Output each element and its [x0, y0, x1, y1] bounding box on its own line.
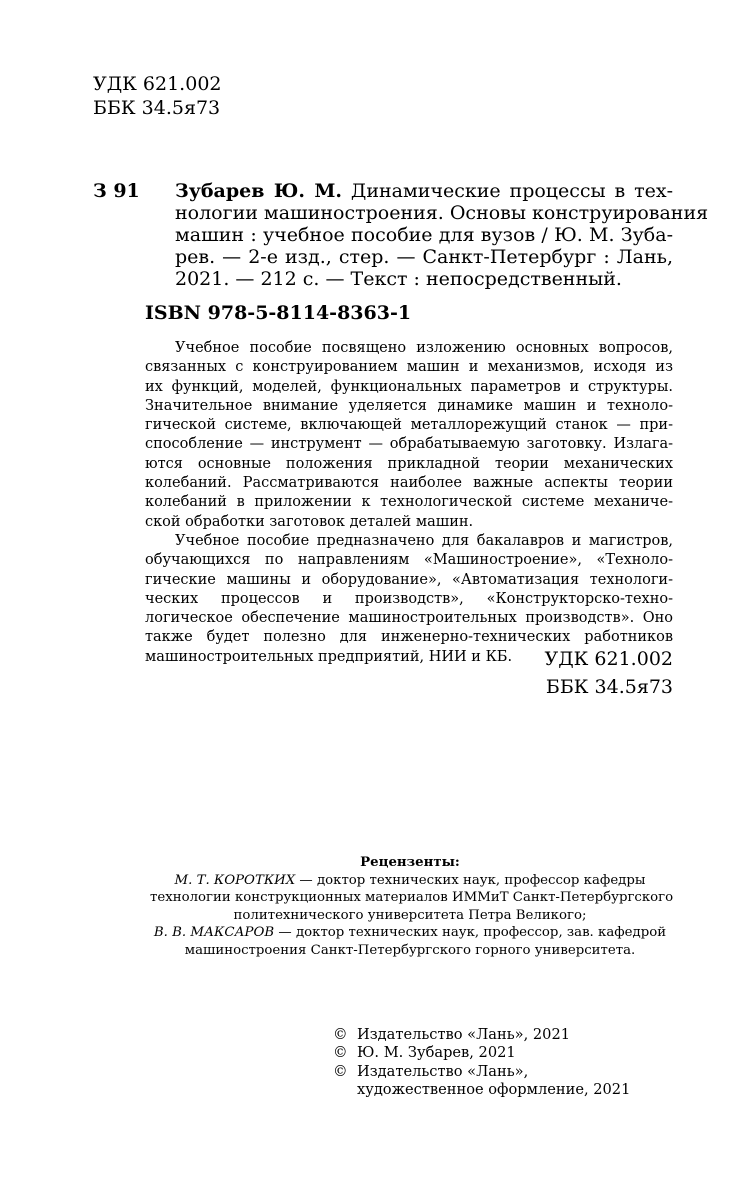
- biblio-line-2: нологии машиностроения. Основы конструирования: [175, 202, 709, 224]
- reviewer-2-line-2: машиностроения Санкт-Петербургского горного университета.: [184, 942, 636, 958]
- annotation-line: их функций, моделей, функциональных параметров и структуры.: [145, 378, 673, 395]
- copyright-design: художественное оформление, 2021: [357, 1081, 631, 1099]
- biblio-line-4: рев. — 2-е изд., стер. — Санкт-Петербург : Лань,: [175, 246, 673, 268]
- classification-bottom: [540, 645, 673, 701]
- copyright-publisher: Издательство «Лань», 2021: [357, 1026, 571, 1043]
- annotation-line: Значительное внимание уделяется динамике машин и техноло-: [145, 397, 673, 414]
- biblio-author: Зубарев Ю. М.: [175, 180, 343, 202]
- classification-top: [93, 72, 222, 120]
- copyright-author: Ю. М. Зубарев, 2021: [357, 1044, 516, 1062]
- udk-code-top: УДК 621.002: [93, 73, 222, 95]
- annotation-line: также будет полезно для инженерно-технических работников: [145, 629, 673, 646]
- reviewer-2-line-1: В. В. МАКСАРОВ — доктор технических наук, профессор, зав. кафедрой: [153, 925, 667, 940]
- annotation-line: гической системе, включающей металлорежущий станок — при-: [145, 417, 673, 434]
- copyright-symbol: ©: [333, 1026, 348, 1043]
- annotation-line: способление — инструмент — обрабатываемую заготовку. Излага-: [145, 436, 673, 453]
- biblio-line-1: Зубарев Ю. М. Динамические процессы в тех-: [175, 180, 673, 202]
- annotation-line: машиностроительных предприятий, НИИ и КБ.: [145, 648, 513, 665]
- annotation-line: Учебное пособие предназначено для бакалавров и магистров,: [175, 532, 673, 549]
- annotation-line: колебаний. Рассматриваются наиболее важные аспекты теории: [145, 475, 673, 492]
- annotation-line: гические машины и оборудование», «Автоматизация технологи-: [145, 571, 673, 588]
- bbk-code-top: ББК 34.5я73: [93, 97, 221, 119]
- reviewers-title: Рецензенты:: [360, 855, 460, 870]
- annotation-line: обучающихся по направлениям «Машиностроение», «Техноло-: [145, 552, 673, 569]
- copyright-symbol: ©: [333, 1062, 348, 1080]
- annotation-line: Учебное пособие посвящено изложению основных вопросов,: [175, 340, 673, 356]
- udk-code-bottom: УДК 621.002: [544, 648, 673, 670]
- annotation-line: логическое обеспечение машиностроительных производств». Оно: [145, 610, 673, 627]
- reviewer-2-name: В. В. МАКСАРОВ: [153, 925, 275, 940]
- bbk-code-bottom: ББК 34.5я73: [545, 676, 673, 698]
- bibliographic-description: [175, 180, 709, 290]
- reviewer-1-line-2: технологии конструкционных материалов ИММиТ Санкт-Петербургского: [150, 890, 674, 905]
- isbn: ISBN 978-5-8114-8363-1: [145, 302, 412, 324]
- annotation-line: ются основные положения прикладной теории механических: [145, 455, 673, 472]
- author-mark: З 91: [93, 180, 140, 202]
- annotation: [145, 339, 673, 667]
- reviewers: [150, 854, 674, 959]
- biblio-line-3: машин : учебное пособие для вузов / Ю. М. Зуба-: [175, 224, 673, 246]
- annotation-line: связанных с конструированием машин и механизмов, исходя из: [145, 359, 673, 376]
- annotation-line: ской обработки заготовок деталей машин.: [145, 513, 474, 530]
- reviewer-1-line-1: М. Т. КОРОТКИХ — доктор технических наук, профессор кафедры: [174, 872, 646, 888]
- reviewer-1-name: М. Т. КОРОТКИХ: [174, 872, 296, 888]
- copyright-symbol: ©: [333, 1044, 348, 1062]
- biblio-line-5: 2021. — 212 с. — Текст : непосредственный.: [175, 268, 622, 290]
- annotation-line: колебаний в приложении к технологической системе механиче-: [145, 494, 673, 511]
- copyright-design-publisher: Издательство «Лань»,: [357, 1062, 529, 1080]
- reviewer-1-line-3: политехнического университета Петра Великого;: [233, 907, 587, 923]
- annotation-line: ческих процессов и производств», «Конструкторско-техно-: [145, 590, 673, 607]
